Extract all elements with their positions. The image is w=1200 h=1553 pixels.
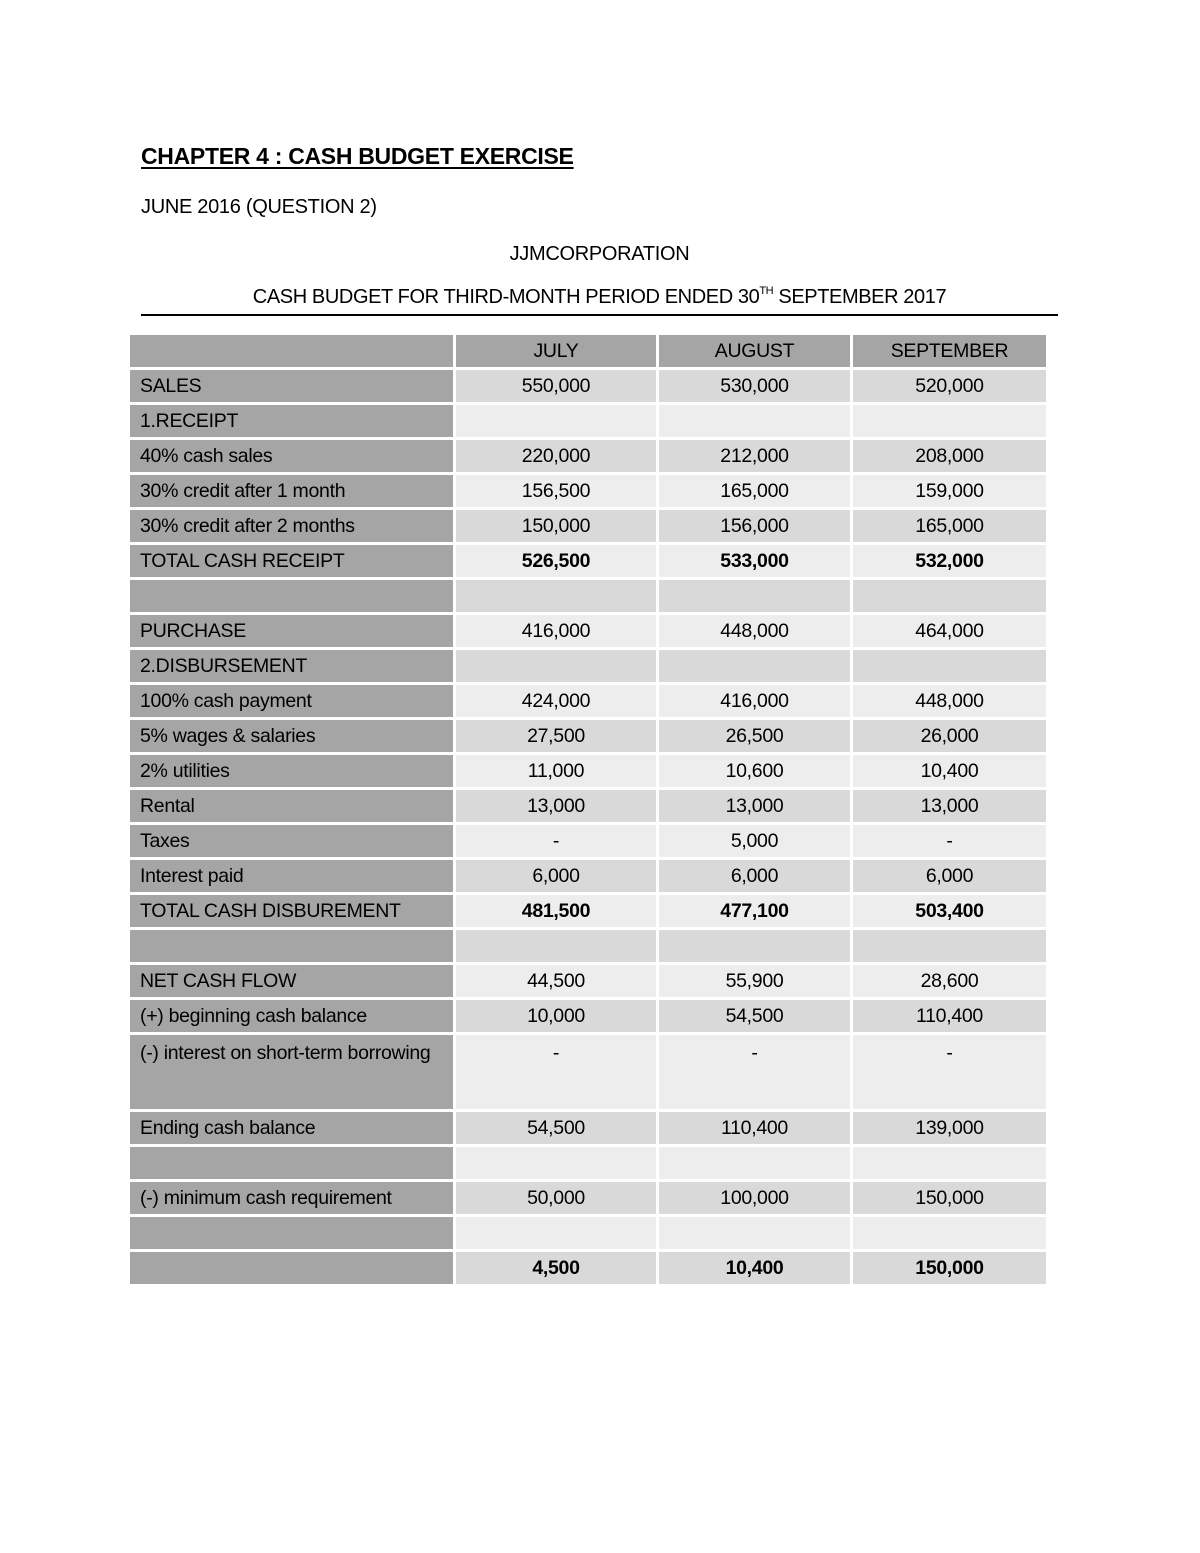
cell-september: 13,000 [853, 790, 1046, 825]
cell-september: 139,000 [853, 1112, 1046, 1147]
row-label: 5% wages & salaries [130, 720, 456, 755]
row-label: PURCHASE [130, 615, 456, 650]
cell-september: 165,000 [853, 510, 1046, 545]
table-row [130, 1147, 1046, 1182]
table-row [130, 930, 1046, 965]
cell-july: 416,000 [456, 615, 659, 650]
cell-august [659, 930, 853, 965]
cell-september: 150,000 [853, 1252, 1046, 1287]
cell-september: 28,600 [853, 965, 1046, 1000]
table-row [130, 1182, 1046, 1217]
table-row [130, 475, 1046, 510]
cell-july: 44,500 [456, 965, 659, 1000]
cell-september [853, 1147, 1046, 1182]
cell-august [659, 580, 853, 615]
cell-august: 13,000 [659, 790, 853, 825]
row-label: Ending cash balance [130, 1112, 456, 1147]
cell-september: 159,000 [853, 475, 1046, 510]
page-title: CHAPTER 4 : CASH BUDGET EXERCISE [141, 143, 574, 169]
row-label: 30% credit after 1 month [130, 475, 456, 510]
cell-august: 212,000 [659, 440, 853, 475]
cell-august: 448,000 [659, 615, 853, 650]
row-label: (-) interest on short-term borrowing [130, 1035, 456, 1112]
table-row [130, 615, 1046, 650]
table-row [130, 1000, 1046, 1035]
table-row [130, 1252, 1046, 1287]
cell-july: - [456, 1035, 659, 1112]
table-row [130, 510, 1046, 545]
table-row [130, 580, 1046, 615]
cell-august: 156,000 [659, 510, 853, 545]
row-label: Taxes [130, 825, 456, 860]
row-label [130, 930, 456, 965]
cell-september [853, 405, 1046, 440]
cell-july [456, 930, 659, 965]
cell-july: 27,500 [456, 720, 659, 755]
cell-july [456, 580, 659, 615]
cell-september: 448,000 [853, 685, 1046, 720]
budget-title-superscript: TH [759, 285, 774, 297]
cell-august: 165,000 [659, 475, 853, 510]
cell-august: 477,100 [659, 895, 853, 930]
table-row [130, 790, 1046, 825]
cell-july [456, 1217, 659, 1252]
cell-august [659, 1147, 853, 1182]
cell-august [659, 405, 853, 440]
cell-july: 526,500 [456, 545, 659, 580]
cell-september: 208,000 [853, 440, 1046, 475]
table-body [130, 370, 1046, 1287]
cell-july: 424,000 [456, 685, 659, 720]
cell-september: 10,400 [853, 755, 1046, 790]
row-label: 1.RECEIPT [130, 405, 456, 440]
table-header-row [130, 335, 1046, 370]
cell-september: 110,400 [853, 1000, 1046, 1035]
cell-july [456, 1147, 659, 1182]
exam-subtitle: JUNE 2016 (QUESTION 2) [141, 196, 377, 218]
cell-july: 156,500 [456, 475, 659, 510]
cell-august: 5,000 [659, 825, 853, 860]
table-row [130, 755, 1046, 790]
row-label: SALES [130, 370, 456, 405]
row-label: 30% credit after 2 months [130, 510, 456, 545]
cell-september [853, 1217, 1046, 1252]
row-label [130, 1252, 456, 1287]
table-row [130, 370, 1046, 405]
cell-september: 503,400 [853, 895, 1046, 930]
cell-july: 50,000 [456, 1182, 659, 1217]
cell-july: 54,500 [456, 1112, 659, 1147]
table-row [130, 1035, 1046, 1112]
cell-september: 520,000 [853, 370, 1046, 405]
row-label: (-) minimum cash requirement [130, 1182, 456, 1217]
table-row [130, 440, 1046, 475]
table-row [130, 545, 1046, 580]
column-header-august: AUGUST [659, 335, 853, 370]
cell-august: 54,500 [659, 1000, 853, 1035]
column-header-september: SEPTEMBER [853, 335, 1046, 370]
table-row [130, 965, 1046, 1000]
row-label [130, 580, 456, 615]
budget-title [141, 286, 1058, 316]
cell-july: 481,500 [456, 895, 659, 930]
table-row [130, 825, 1046, 860]
row-label: 2.DISBURSEMENT [130, 650, 456, 685]
cell-september [853, 650, 1046, 685]
row-label [130, 1147, 456, 1182]
table-row [130, 405, 1046, 440]
table-row [130, 860, 1046, 895]
cell-august: 10,400 [659, 1252, 853, 1287]
cell-september: - [853, 825, 1046, 860]
cell-september: 464,000 [853, 615, 1046, 650]
table-row [130, 1112, 1046, 1147]
row-label: Rental [130, 790, 456, 825]
cell-august: 55,900 [659, 965, 853, 1000]
row-label: TOTAL CASH DISBUREMENT [130, 895, 456, 930]
company-name: JJMCORPORATION [509, 243, 690, 265]
row-label: NET CASH FLOW [130, 965, 456, 1000]
cell-july [456, 650, 659, 685]
table-row [130, 650, 1046, 685]
cell-september: - [853, 1035, 1046, 1112]
cell-july: 150,000 [456, 510, 659, 545]
budget-title-main: CASH BUDGET FOR THIRD-MONTH PERIOD ENDED 30 [252, 286, 760, 308]
table-row [130, 720, 1046, 755]
cell-august: 416,000 [659, 685, 853, 720]
cell-september: 6,000 [853, 860, 1046, 895]
cell-july: 13,000 [456, 790, 659, 825]
cell-august: 530,000 [659, 370, 853, 405]
cell-august: 533,000 [659, 545, 853, 580]
table-row [130, 895, 1046, 930]
cell-august: 10,600 [659, 755, 853, 790]
cell-july [456, 405, 659, 440]
cash-budget-table [130, 335, 1046, 1287]
column-header-label [130, 335, 456, 370]
cell-september [853, 580, 1046, 615]
cell-september [853, 930, 1046, 965]
cell-august [659, 650, 853, 685]
row-label: 2% utilities [130, 755, 456, 790]
column-header-july: JULY [456, 335, 659, 370]
row-label: TOTAL CASH RECEIPT [130, 545, 456, 580]
row-label [130, 1217, 456, 1252]
cell-august: 100,000 [659, 1182, 853, 1217]
row-label: Interest paid [130, 860, 456, 895]
cell-july: 220,000 [456, 440, 659, 475]
cell-august: - [659, 1035, 853, 1112]
cell-august: 6,000 [659, 860, 853, 895]
row-label: (+) beginning cash balance [130, 1000, 456, 1035]
cell-july: - [456, 825, 659, 860]
row-label: 40% cash sales [130, 440, 456, 475]
cell-september: 532,000 [853, 545, 1046, 580]
cell-july: 4,500 [456, 1252, 659, 1287]
cell-september: 26,000 [853, 720, 1046, 755]
cell-july: 6,000 [456, 860, 659, 895]
row-label: 100% cash payment [130, 685, 456, 720]
budget-title-end: SEPTEMBER 2017 [773, 286, 947, 308]
cell-august: 110,400 [659, 1112, 853, 1147]
table-row [130, 685, 1046, 720]
cell-august: 26,500 [659, 720, 853, 755]
cell-july: 550,000 [456, 370, 659, 405]
cell-july: 10,000 [456, 1000, 659, 1035]
cell-july: 11,000 [456, 755, 659, 790]
cell-september: 150,000 [853, 1182, 1046, 1217]
cell-august [659, 1217, 853, 1252]
table-row [130, 1217, 1046, 1252]
